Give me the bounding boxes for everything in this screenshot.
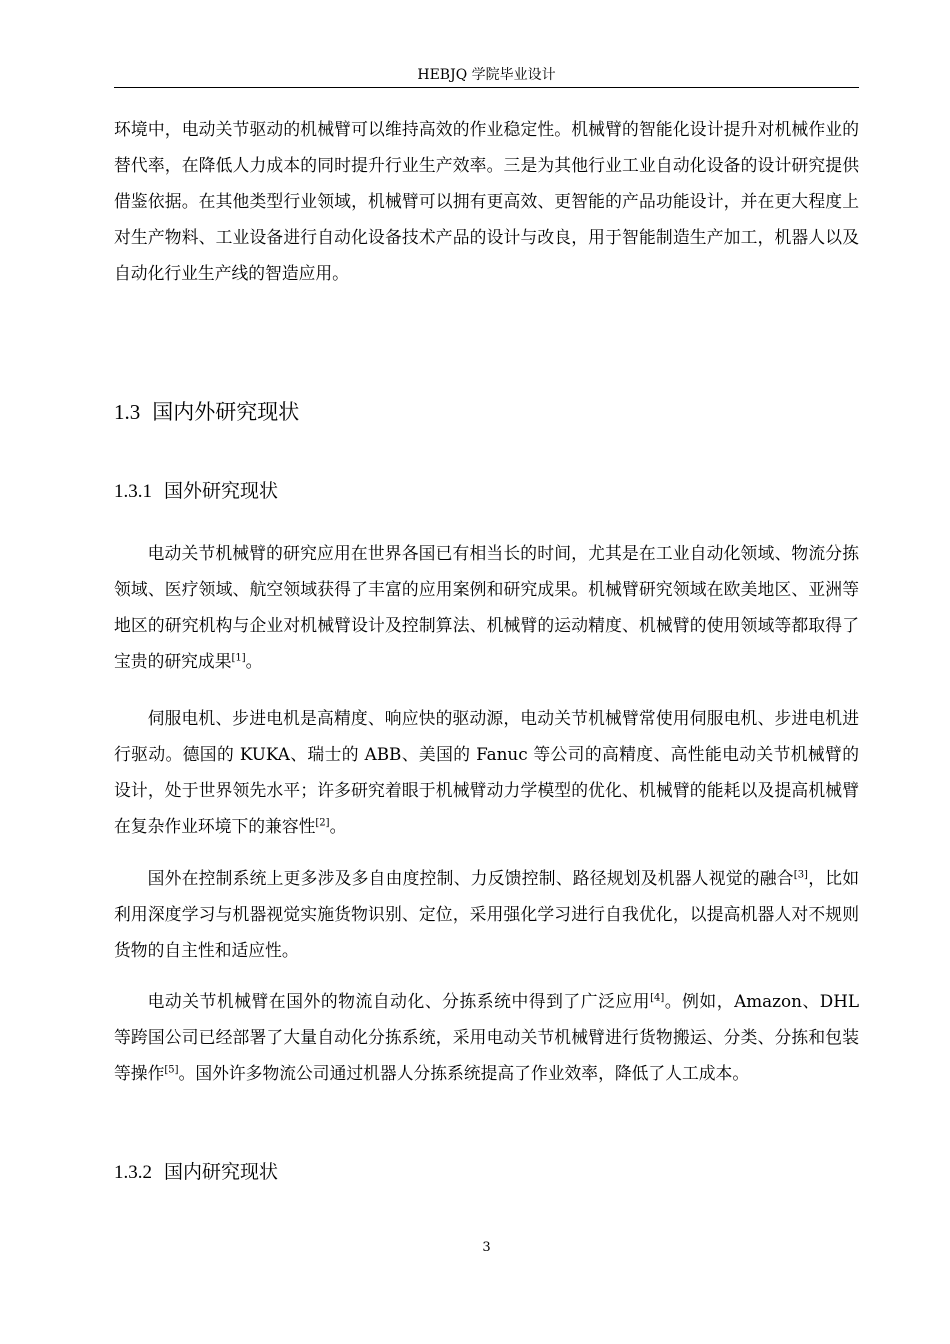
subsection-number: 1.3.2 <box>114 1162 152 1183</box>
section-number: 1.3 <box>114 400 141 424</box>
header-divider <box>114 87 859 88</box>
subsection-title: 国内研究现状 <box>164 1161 279 1183</box>
paragraph-2 <box>114 700 859 844</box>
citation: [5] <box>164 1064 179 1076</box>
paragraph-4 <box>114 983 859 1091</box>
paragraph-tail: ，比如利用深度学习与机器视觉实施货物识别、定位，采用强化学习进行自我优化，以提高机器人对不规则货物的自主性和适应性。 <box>114 868 859 960</box>
subsection-heading-1-3-2 <box>114 1158 278 1187</box>
citation: [1] <box>231 652 246 664</box>
running-header: HEBJQ 学院毕业设计 <box>417 67 556 83</box>
paragraph-3 <box>114 860 859 968</box>
intro-text: 环境中，电动关节驱动的机械臂可以维持高效的作业稳定性。机械臂的智能化设计提升对机械作业的替代率，在降低人力成本的同时提升行业生产效率。三是为其他行业工业自动化设备的设计研究提供借鉴依据。在其他类型行业领域，机械臂可以拥有更高效、更智能的产品功能设计，并在更大程度上对生产物料、工业设备进行自动化设备技术产品的设计与改良，用于智能制造生产加工，机器人以及自动化行业生产线的智造应用。 <box>114 119 859 283</box>
section-heading-1-3 <box>114 397 299 427</box>
paragraph-tail: 。国外许多物流公司通过机器人分拣系统提高了作业效率，降低了人工成本。 <box>178 1063 750 1083</box>
citation: [4] <box>650 992 665 1004</box>
paragraph-tail: 。 <box>245 651 263 671</box>
section-title: 国内外研究现状 <box>152 400 300 424</box>
paragraph-text: 国外在控制系统上更多涉及多自由度控制、力反馈控制、路径规划及机器人视觉的融合 <box>147 868 794 888</box>
paragraph-1 <box>114 535 859 679</box>
subsection-number: 1.3.1 <box>114 481 152 502</box>
citation: [2] <box>315 817 330 829</box>
paragraph-tail: 。例如，Amazon、DHL 等跨国公司已经部署了大量自动化分拣系统，采用电动关节机械臂进行货物搬运、分类、分拣和包装等操作 <box>114 991 859 1083</box>
page-number: 3 <box>482 1240 491 1255</box>
paragraph-tail: 。 <box>329 816 347 836</box>
paragraph-text: 伺服电机、步进电机是高精度、响应快的驱动源，电动关节机械臂常使用伺服电机、步进电机进行驱动。德国的 KUKA、瑞士的 ABB、美国的 Fanuc 等公司的高精度、高性能电动关节机械臂的设计，处于世界领先水平；许多研究着眼于机械臂动力学模型的优化、机械臂的能耗以及提高机械臂在复杂作业环境下的兼容性 <box>114 708 859 836</box>
citation: [3] <box>793 869 808 881</box>
paragraph-text: 电动关节机械臂的研究应用在世界各国已有相当长的时间，尤其是在工业自动化领域、物流分拣领域、医疗领域、航空领域获得了丰富的应用案例和研究成果。机械臂研究领域在欧美地区、亚洲等地区的研究机构与企业对机械臂设计及控制算法、机械臂的运动精度、机械臂的使用领域等都取得了宝贵的研究成果 <box>114 543 859 671</box>
subsection-heading-1-3-1 <box>114 477 278 506</box>
subsection-title: 国外研究现状 <box>164 480 279 502</box>
intro-paragraph <box>114 111 859 291</box>
paragraph-text: 电动关节机械臂在国外的物流自动化、分拣系统中得到了广泛应用 <box>147 991 651 1011</box>
